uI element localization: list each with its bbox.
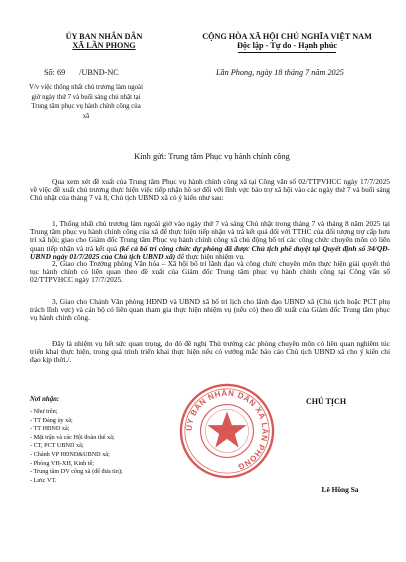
official-seal <box>178 382 276 480</box>
recipient-item: - Lưu: VT. <box>30 476 57 484</box>
body-paragraph-2-note: (kể cả bố trí công chức dự phòng đã được Chủ tịch phê duyệt tại Quyết định số 34/QĐ-UBND ngày 01/7/2025 của Chủ tịch UBND xã) <box>30 243 390 261</box>
body-paragraph-1: Qua xem xét đề xuất của Trung tâm Phục vụ hành chính công xã tại Công văn số 02/TTPVHCC ngày 17/7/2025 về việc đề xuất chủ trương thực hiện việc tiếp nhận hồ sơ đối với lĩnh vực bảo trợ xã hội vào các ngày thứ 7 và buổi sáng Chủ nhật của tháng 7 và 8, Chủ tịch UBND xã có ý kiến như sau: <box>30 177 390 203</box>
document-number-suffix: /UBND-NC <box>79 68 119 77</box>
signer-name: Lê Hồng Sa <box>321 485 359 494</box>
subject-line: V/v việc thống nhất chủ trương làm ngoài giờ ngày thứ 7 và buổi sáng chủ nhật tại Trung tâm phục vụ hành chính công của xã <box>29 84 143 120</box>
seal-star-icon <box>207 411 246 447</box>
seal-lettering: ỦY BAN NHÂN DÂN XÃ LẦN PHONG <box>184 388 270 472</box>
recipient-item: - Phòng VH-XH, Kinh tế; <box>30 459 94 467</box>
motto-underline <box>238 52 336 53</box>
body-paragraph-2-end: để thực hiện nhiệm vụ. <box>175 251 245 261</box>
place-date: Lần Phong, ngày 18 tháng 7 năm 2025 <box>216 68 344 77</box>
national-motto: Độc lập - Tự do - Hạnh phúc <box>236 41 338 50</box>
recipient-line: Kính gửi: Trung tâm Phục vụ hành chính công <box>134 152 290 161</box>
recipient-item: - Chánh VP HĐND&UBND xã; <box>30 450 110 458</box>
recipients-list <box>30 408 200 485</box>
recipients-label: Nơi nhận: <box>30 396 60 403</box>
recipient-item: - Như trên; <box>30 408 58 415</box>
body-paragraph-5: Đây là nhiệm vụ hết sức quan trọng, do đó đề nghị Thủ trưởng các phòng chuyên môn có liên quan nghiêm túc triển khai thực hiện, trong quá trình triển khai thực hiện nếu có vướng mắc báo cáo Chủ tịch UBND xã cho ý kiến chỉ đạo kịp thời./. <box>30 339 390 365</box>
document-number <box>44 68 119 77</box>
recipient-item: - CT, PCT UBND xã; <box>30 442 84 450</box>
recipient-item: - Mặt trận và các Hội đoàn thể xã; <box>30 433 115 441</box>
signer-title: CHỦ TỊCH <box>305 397 347 406</box>
body-paragraph-2 <box>30 220 390 261</box>
body-paragraph-3: 2, Giao cho Trưởng phòng Văn hóa – Xã hội bố trí lãnh đạo và công chức chuyên môn thực hiện giải quyết thủ tục hành chính có liên quan theo đề xuất của Giám đốc Trung tâm phục vụ hành chính công tại Công văn số 02/TTPVHCC ngày 17/7/2025. <box>30 259 390 285</box>
national-title: CỘNG HÒA XÃ HỘI CHỦ NGHĨA VIỆT NAM <box>202 32 372 41</box>
org-name-line2: XÃ LẦN PHONG <box>72 41 136 50</box>
body-paragraph-2-main: 1, Thống nhất chủ trương làm ngoài giờ vào ngày thứ 7 và sáng Chủ nhật trong tháng 7 và tháng 8 năm 2025 tại Trung tâm phục vụ hành chính công của xã để thực hiện tiếp nhận và trả kết quả đối với TTHC của đối tượng trợ cấp hưu trí xã hội; giao cho Giám đốc Trung tâm Phục vụ hành chính công xã chủ động bố trí các công chức chuyên môn có liên quan tiếp nhận và trả kết quả <box>30 219 390 253</box>
org-name-line1: ỦY BAN NHÂN DÂN <box>65 32 143 41</box>
recipient-item: - TT HĐND xã; <box>30 425 70 433</box>
document-number-label: Số: 69 <box>44 68 66 77</box>
recipient-item: - TT Đảng ủy xã; <box>30 416 73 424</box>
recipient-item: - Trung tâm DV công xã (để đưa tin); <box>30 468 123 476</box>
body-paragraph-4: 3, Giao cho Chánh Văn phòng HĐND và UBND xã bố trí lịch cho lãnh đạo UBND xã (Chủ tịch hoặc PCT phụ trách lĩnh vực) và cán bộ có liên quan tham gia thực hiện nhiệm vụ (nếu có) theo đề xuất của Giám đốc Trung tâm phục vụ hành chính công. <box>30 297 390 323</box>
